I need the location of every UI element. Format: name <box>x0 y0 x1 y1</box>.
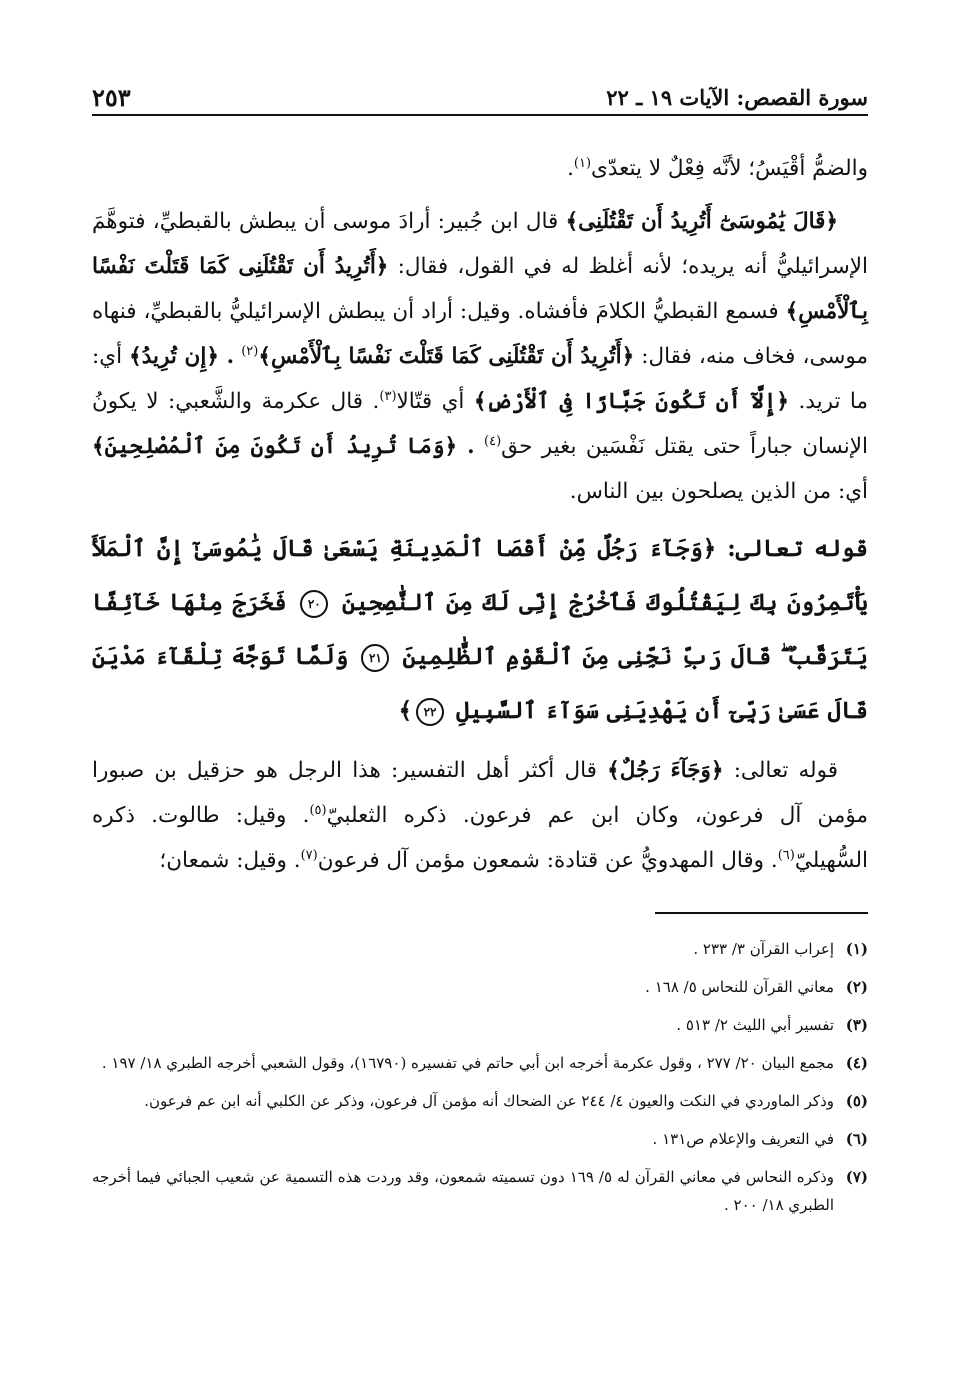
text: أي: من الذين يصلحون بين الناس. <box>569 479 868 504</box>
text: قوله تعالى: <box>733 758 838 783</box>
text: . <box>567 156 574 181</box>
text: قال ابن جُبير: أرادَ موسى أن يبطش بالقبطيِّ، فتوهَّمَ الإسرائيليُّ أنه يريده؛ لأنه أغلظ له في القول، فقال: <box>92 209 868 279</box>
footnote-mark: (١) <box>845 940 868 958</box>
footnote-item <box>92 935 868 963</box>
verse-close-bracket: ﴾ <box>398 697 413 724</box>
quran-quote: ﴿إِلَّآ أَن تَكُونَ جَبَّارًا فِى ٱلْأَرْضِ﴾ <box>473 389 790 414</box>
text: قال أكثر أهل التفسير: هذا الرجل هو حزقيل بن صبورا مؤمن آل فرعون، وكان ابن عم فرعون. ذكره الثعلبيّ <box>92 758 869 828</box>
paragraph-2 <box>92 199 868 514</box>
footnote-text: معاني القرآن للنحاس ٥/ ١٦٨ . <box>645 978 834 996</box>
quran-quote: ﴿وَجَآءَ رَجُلٌ﴾ <box>607 758 724 783</box>
quran-quote: ﴿أَتُرِيدُ أَن تَقْتُلَنِى كَمَا قَتَلْتَ نَفْسًا بِٱلْأَمْسِ﴾ <box>258 344 635 369</box>
footnote-mark: (٢) <box>845 978 868 996</box>
footnote-mark: (٧) <box>845 1168 868 1186</box>
verse-intro: قوله تعالى: <box>727 535 868 562</box>
header-title: سورة القصص: الآيات ١٩ ـ ٢٢ <box>606 85 868 110</box>
verse-text: وَلَمَّا تَوَجَّهَ تِلْقَآءَ مَدْيَنَ قَالَ عَسَىٰ رَبِّىٓ أَن يَهْدِيَنِى سَوَآءَ ٱلسَّبِيلِ <box>92 643 868 724</box>
quran-quote: ﴿أَتُرِيدُ أَن تَقْتُلَنِى كَمَا قَتَلْتَ نَفْسًا بِٱلْأَمْسِ﴾ <box>92 254 868 324</box>
text: أي: ما تريد. <box>92 344 869 414</box>
paragraph-3 <box>92 748 868 883</box>
text: فسمع القبطيُّ الكلامَ فأفشاه. وقيل: أراد أن يبطش الإسرائيليُّ بالقبطيِّ، فنهاه موسى، فخاف منه، فقال: <box>92 299 869 369</box>
text: . وقيل: شمعان؛ <box>159 848 301 873</box>
footnote-text: وذكره النحاس في معاني القرآن له ٥/ ١٦٩ دون تسميته شمعون، وقد وردت هذه التسمية عن شعيب الجبائي فيما أخرجه الطبري ١٨/ ٢٠٠ . <box>92 1168 834 1214</box>
page-number: ٢٥٣ <box>92 83 131 112</box>
footnote-mark: (٣) <box>845 1016 868 1034</box>
footnote-item <box>92 1087 868 1115</box>
verse-number-marker: ٢٢ <box>416 698 444 726</box>
footnote-item <box>92 973 868 1001</box>
paragraph-1 <box>92 146 868 191</box>
verse-number-marker: ٢١ <box>361 644 389 672</box>
footnote-item <box>92 1125 868 1153</box>
footnote-item <box>92 1049 868 1077</box>
text: أي قتّالا <box>396 389 465 414</box>
footnotes <box>92 935 868 1229</box>
footnote-item <box>92 1163 868 1219</box>
running-header <box>92 74 868 116</box>
footnote-ref: (٦) <box>777 847 795 863</box>
text: . وقال المهدويُّ عن قتادة: شمعون مؤمن آل فرعون <box>317 848 778 873</box>
footnote-ref: (٥) <box>309 802 327 818</box>
verse-block <box>92 522 868 738</box>
footnote-ref: (٧) <box>300 847 318 863</box>
text: والضمُّ أقْيَسُ؛ لأنَّه فِعْلٌ لا يتعدّى <box>591 156 868 181</box>
footnote-ref: (١) <box>573 155 592 171</box>
verse-text: ﴿وَجَآءَ رَجُلٌ مِّنْ أَقْصَا ٱلْمَدِينَةِ يَسْعَىٰ قَالَ يَٰمُوسَىٰٓ إِنَّ ٱلْمَلَأَ يَأْتَمِرُونَ بِكَ لِيَقْتُلُوكَ فَٱخْرُجْ إِنِّى لَكَ مِنَ ٱلنَّٰصِحِينَ <box>92 535 869 616</box>
footnote-text: في التعريف والإعلام ص١٣١ . <box>652 1130 834 1148</box>
quran-quote: . ﴿إِن تُرِيدُ﴾ <box>129 344 235 369</box>
quran-quote: ﴿قَالَ يَٰمُوسَىٰٓ أَتُرِيدُ أَن تَقْتُلَنِى﴾ <box>565 209 838 234</box>
quran-quote: . ﴿وَمَا تُرِيدُ أَن تَكُونَ مِنَ ٱلْمُصْلِحِينَ﴾ <box>92 434 475 459</box>
footnote-text: إعراب القرآن ٣/ ٢٣٣ . <box>693 940 834 958</box>
footnote-text: مجمع البيان ٢٠/ ٢٧٧ ، وقول عكرمة أخرجه ابن أبي حاتم في تفسيره (١٦٧٩٠)، وقول الشعبي أخرجه الطبري ١٨/ ١٩٧ . <box>101 1054 834 1072</box>
footnote-separator <box>655 912 868 914</box>
text: . وقيل: طالوت. ذكره السُّهيليّ <box>92 803 868 873</box>
footnote-ref: (٤) <box>484 433 502 449</box>
main-text <box>92 146 868 883</box>
footnote-ref: (٣) <box>379 388 397 404</box>
footnote-text: تفسير أبي الليث ٢/ ٥١٣ . <box>676 1016 834 1034</box>
footnote-text: وذكر الماوردي في النكت والعيون ٤/ ٢٤٤ عن الضحاك أنه مؤمن آل فرعون، وذكر عن الكلبي أنه ابن عم فرعون. <box>144 1092 834 1110</box>
footnote-mark: (٦) <box>845 1130 868 1148</box>
footnote-ref: (٢) <box>241 343 259 359</box>
footnote-mark: (٤) <box>845 1054 868 1072</box>
verse-number-marker: ٢٠ <box>300 590 328 618</box>
footnote-item <box>92 1011 868 1039</box>
text: . قال عكرمة والشَّعبي: لا يكونُ الإنسان جباراً حتى يقتل نَفْسَين بغير حق <box>92 389 868 459</box>
footnote-mark: (٥) <box>845 1092 868 1110</box>
verse-text: فَخَرَجَ مِنْهَا خَآئِفًا يَتَرَقَّبُ ۖ قَالَ رَبِّ نَجِّنِى مِنَ ٱلْقَوْمِ ٱلظَّٰلِمِينَ <box>92 589 868 670</box>
